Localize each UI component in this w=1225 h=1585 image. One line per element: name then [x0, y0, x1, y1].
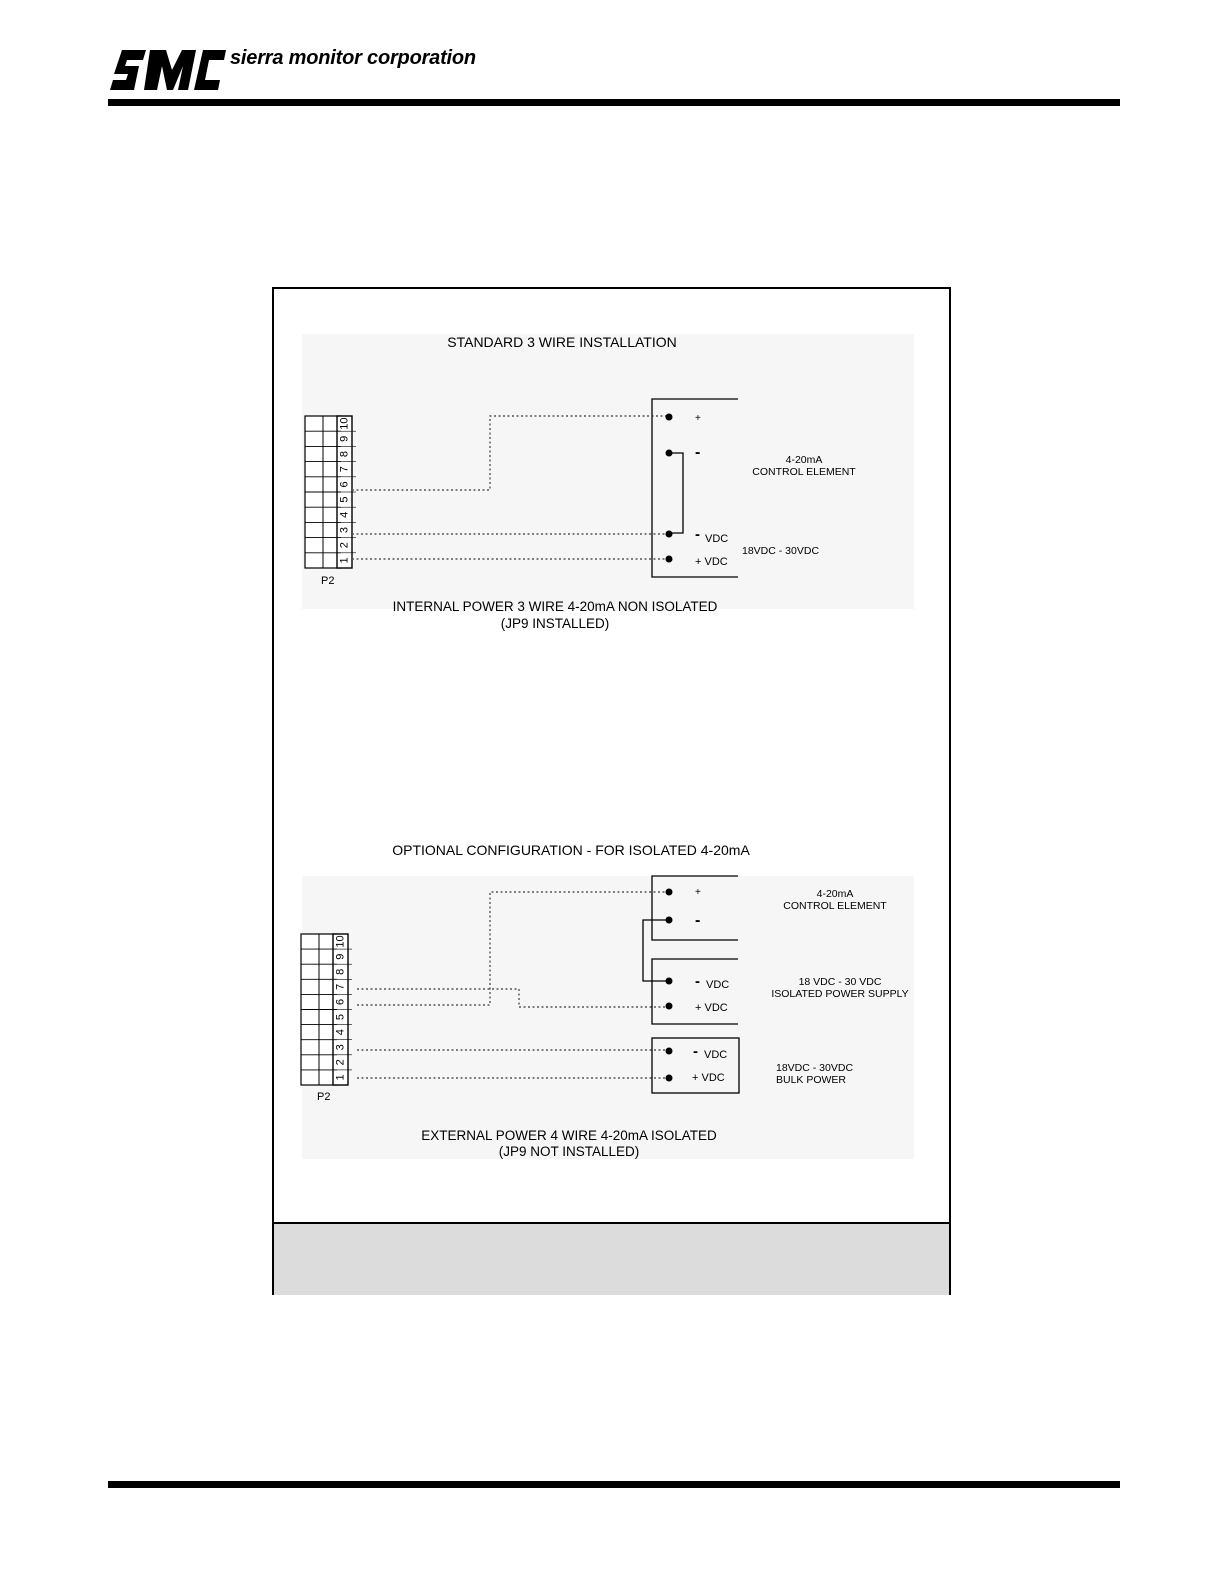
pin-number: 9 [334, 953, 347, 960]
terminal-plus-vdc-label: + VDC [695, 556, 728, 568]
pin-number: 1 [334, 1074, 347, 1081]
isolated-minus-vdc-label: VDC [706, 979, 730, 991]
bulk-power-label-line1: 18VDC - 30VDC [776, 1062, 854, 1074]
isolated-minus-vdc-dot [666, 978, 673, 985]
pin-number: 10 [338, 417, 351, 430]
element-label-line1: 4-20mA [816, 888, 854, 900]
terminal-minus-dot [666, 450, 673, 457]
bulk-power-label-line2: BULK POWER [776, 1074, 847, 1086]
pin-number: 4 [334, 1029, 347, 1036]
pin-number: 6 [338, 481, 351, 488]
pin-number: 2 [338, 542, 351, 549]
pin-number: 5 [334, 1013, 347, 1021]
bulk-plus-vdc-label: + VDC [692, 1072, 725, 1084]
element-label-line2: CONTROL ELEMENT [752, 466, 856, 478]
bulk-minus-vdc-label: VDC [704, 1049, 728, 1061]
terminal-minus-dot [666, 917, 673, 924]
isolated-plus-vdc-dot [666, 1003, 673, 1010]
pin-number: 6 [334, 998, 347, 1006]
pin-number: 2 [334, 1059, 347, 1066]
top-subtitle-line1: INTERNAL POWER 3 WIRE 4-20mA NON ISOLATED [392, 599, 718, 614]
top-diagram-title: STANDARD 3 WIRE INSTALLATION [447, 334, 677, 350]
pin-number: 1 [338, 557, 351, 564]
terminal-minus-label: - [695, 444, 701, 461]
terminal-minus-vdc-dot [666, 531, 673, 538]
top-subtitle-line2: (JP9 INSTALLED) [500, 616, 610, 631]
isolated-supply-label-line2: ISOLATED POWER SUPPLY [771, 988, 909, 1000]
bottom-subtitle-line2: (JP9 NOT INSTALLED) [498, 1144, 640, 1159]
pin-number: 7 [338, 466, 351, 473]
company-name: sierra monitor corporation [230, 47, 476, 69]
pin-number: 3 [338, 526, 351, 534]
isolated-plus-vdc-label: + VDC [695, 1002, 728, 1014]
pin-number: 7 [334, 983, 347, 990]
pin-number: 8 [338, 450, 351, 458]
terminal-plus-label: + [695, 887, 701, 898]
wiring-diagram [274, 289, 949, 1222]
bulk-minus-vdc-sign: - [693, 1043, 698, 1060]
pin-number: 4 [338, 511, 351, 518]
connector-label-bottom: P2 [317, 1091, 331, 1103]
terminal-plus-dot [666, 889, 673, 896]
bottom-diagram-title: OPTIONAL CONFIGURATION - FOR ISOLATED 4-20mA [392, 842, 750, 858]
pin-number: 9 [338, 435, 351, 442]
isolated-minus-vdc-sign: - [695, 973, 700, 990]
connector-label-top: P2 [321, 575, 335, 587]
bulk-minus-vdc-dot [666, 1048, 673, 1055]
figure-caption-box [274, 1222, 949, 1295]
pin-number: 5 [338, 496, 351, 503]
isolated-supply-label-line1: 18 VDC - 30 VDC [798, 976, 882, 988]
terminal-plus-vdc-dot [666, 556, 673, 563]
bottom-subtitle-line1: EXTERNAL POWER 4 WIRE 4-20mA ISOLATED [421, 1128, 717, 1143]
header-rule [108, 99, 1120, 106]
terminal-minus-vdc-sign: - [695, 526, 700, 543]
smc-logo [108, 46, 226, 96]
figure-frame [272, 287, 951, 1295]
pin-number: 8 [334, 968, 347, 975]
terminal-plus-dot [666, 414, 673, 421]
terminal-minus-vdc-label: VDC [705, 533, 729, 545]
bulk-plus-vdc-dot [666, 1075, 673, 1082]
footer-rule [108, 1481, 1120, 1488]
terminal-plus-label: + [695, 413, 701, 424]
pin-number: 3 [334, 1044, 347, 1051]
element-label-line2: CONTROL ELEMENT [783, 900, 887, 912]
bottom-panel-background [302, 876, 914, 1159]
element-label-line1: 4-20mA [785, 454, 823, 466]
terminal-minus-label: - [695, 912, 701, 929]
supply-voltage-label: 18VDC - 30VDC [742, 545, 820, 557]
pin-number: 10 [334, 935, 347, 948]
